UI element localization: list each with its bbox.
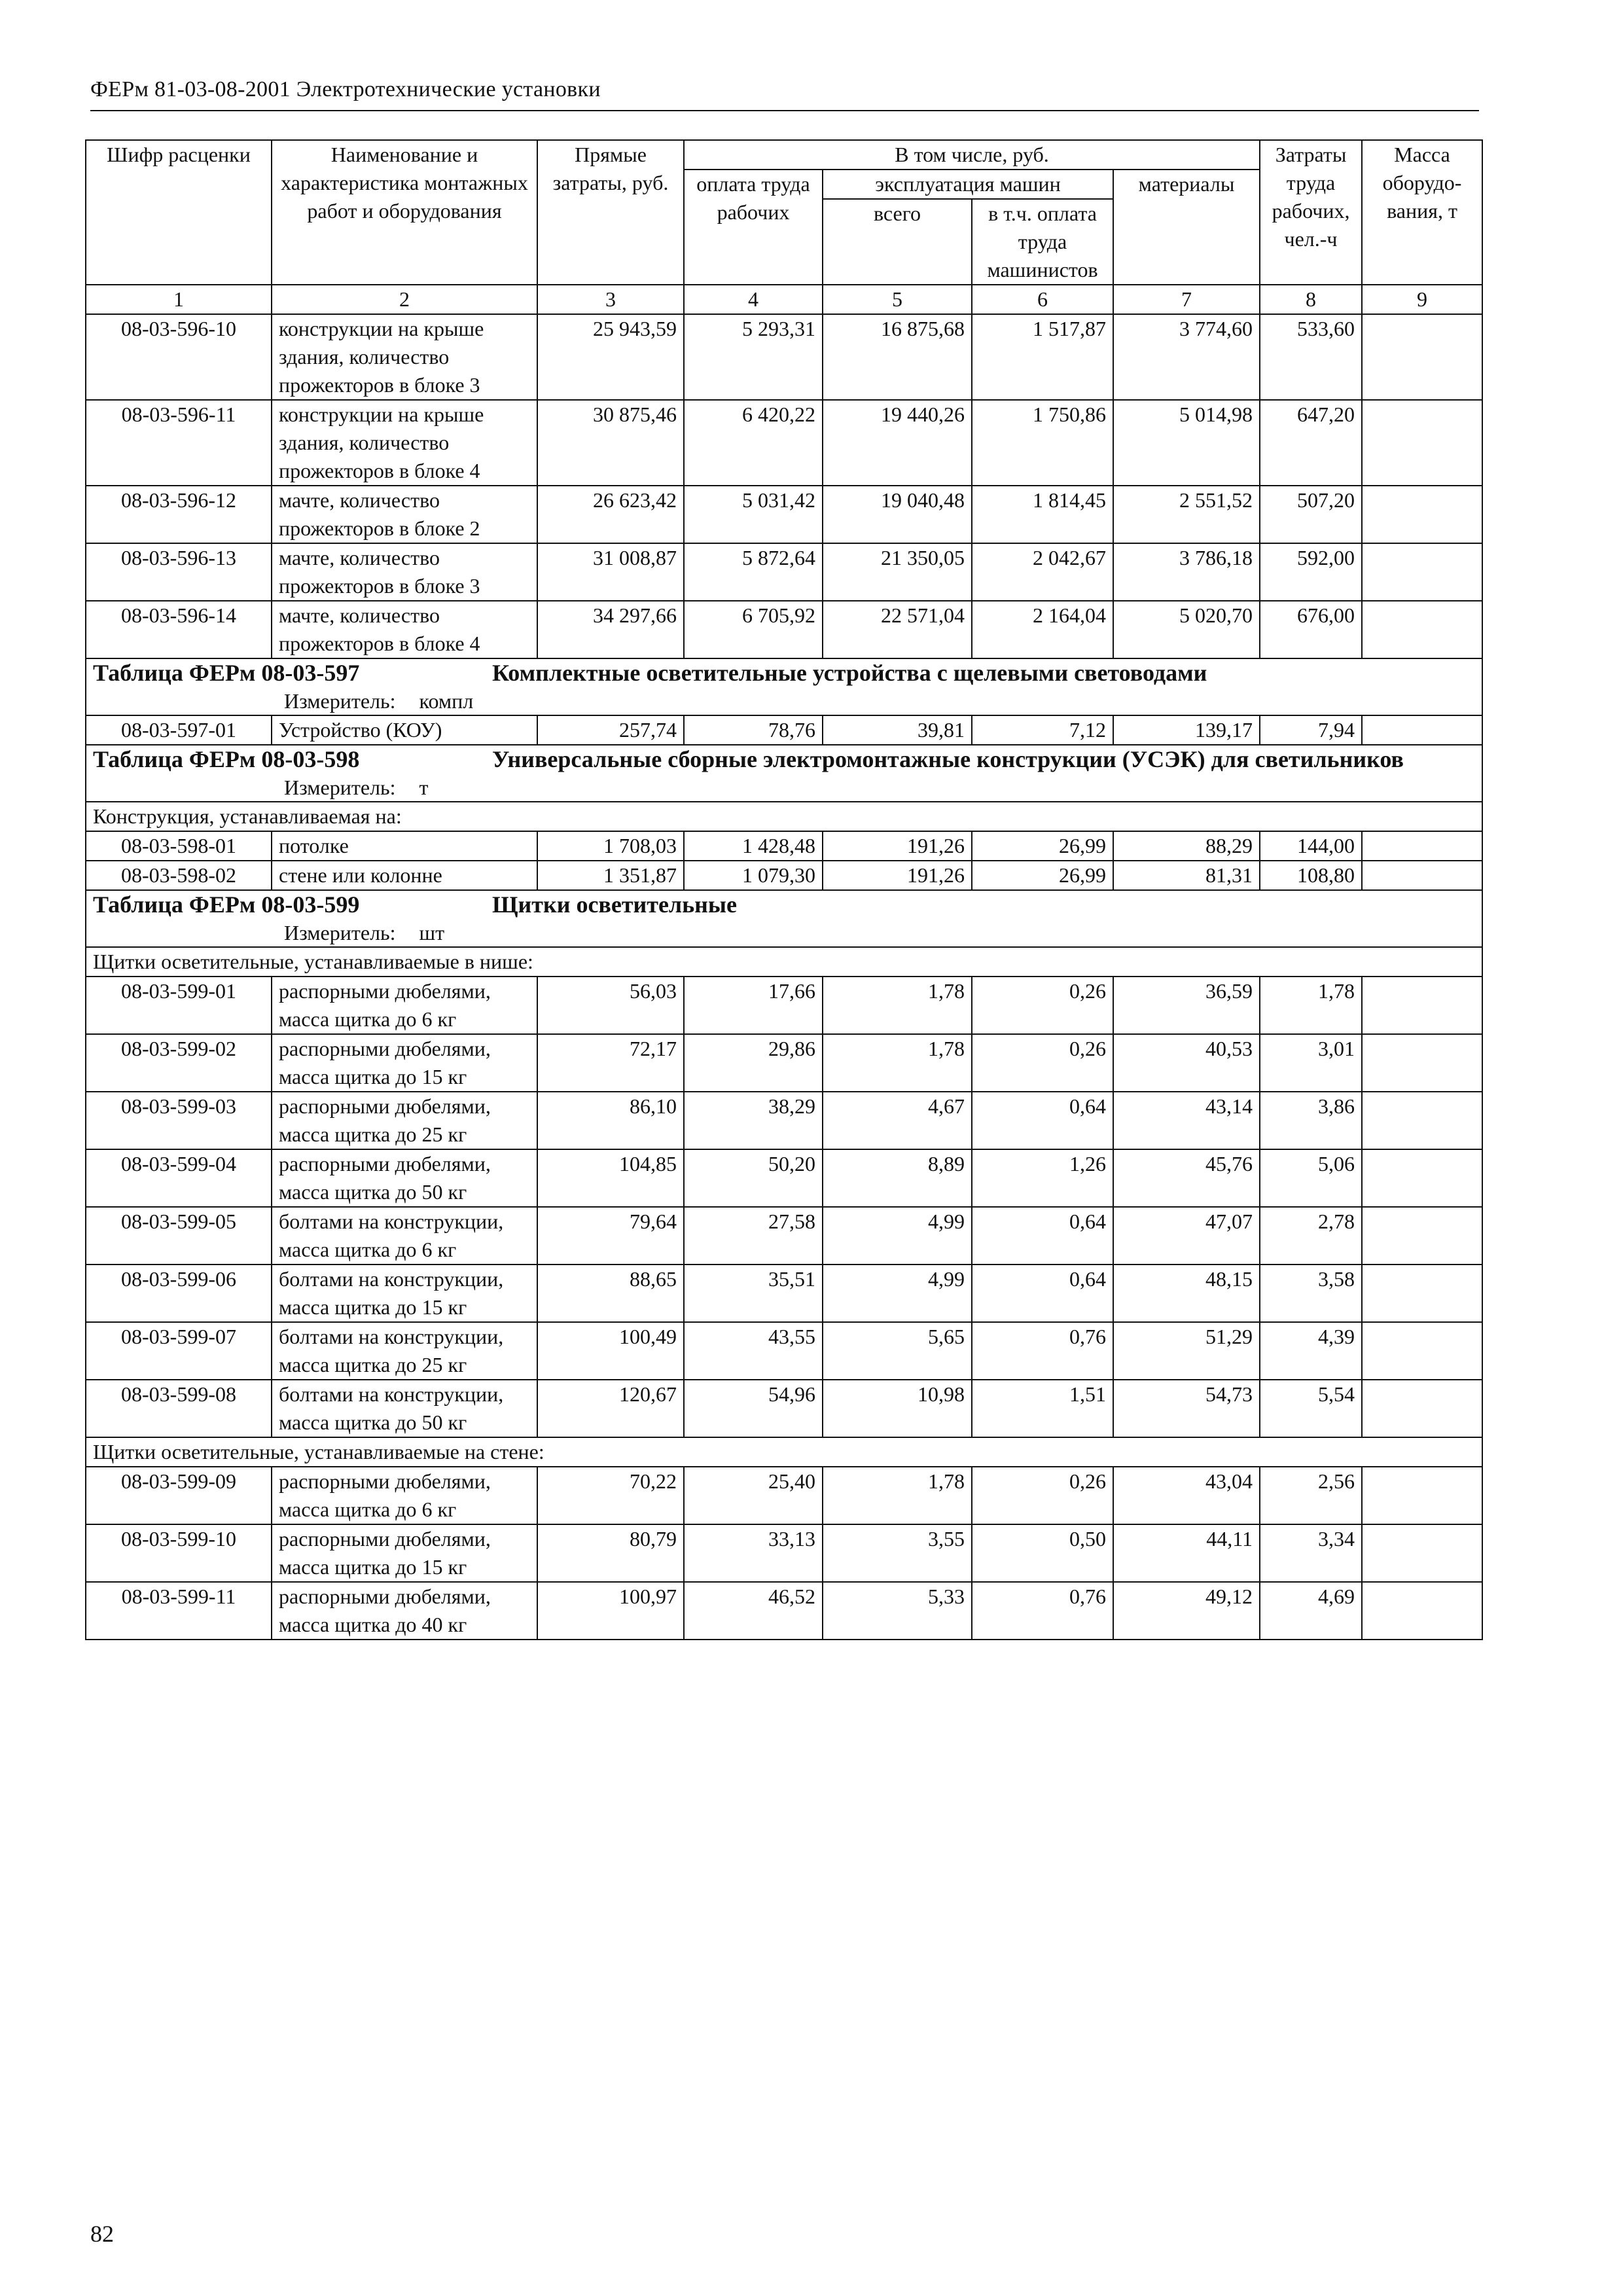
measure-label: Измеритель: bbox=[284, 921, 396, 944]
cell-code: 08-03-599-11 bbox=[86, 1582, 272, 1640]
cell-mass bbox=[1362, 1467, 1482, 1524]
cell-mass bbox=[1362, 314, 1482, 400]
cell-direct: 56,03 bbox=[537, 977, 684, 1034]
cell-name: Устройство (КОУ) bbox=[272, 715, 537, 745]
cell-name: потолке bbox=[272, 831, 537, 861]
cell-name: мачте, количество прожекторов в блоке 3 bbox=[272, 543, 537, 601]
cell-name: болтами на конструкции, масса щитка до 50 кг bbox=[272, 1380, 537, 1437]
cell-m-total: 22 571,04 bbox=[823, 601, 972, 658]
col-header-labor: Затраты труда рабочих, чел.-ч bbox=[1260, 140, 1362, 285]
cell-m-wage: 2 042,67 bbox=[972, 543, 1113, 601]
cell-m-total: 4,67 bbox=[823, 1092, 972, 1149]
cell-name: распорными дюбелями, масса щитка до 15 кг bbox=[272, 1034, 537, 1092]
table-row bbox=[86, 486, 1482, 543]
cell-wage: 43,55 bbox=[684, 1322, 823, 1380]
cell-mass bbox=[1362, 543, 1482, 601]
cell-name: распорными дюбелями, масса щитка до 25 кг bbox=[272, 1092, 537, 1149]
cell-mass bbox=[1362, 400, 1482, 486]
cell-m-wage: 0,76 bbox=[972, 1582, 1113, 1640]
cell-m-total: 19 040,48 bbox=[823, 486, 972, 543]
cell-m-wage: 0,64 bbox=[972, 1092, 1113, 1149]
cell-direct: 257,74 bbox=[537, 715, 684, 745]
cell-materials: 44,11 bbox=[1113, 1524, 1260, 1582]
cell-wage: 50,20 bbox=[684, 1149, 823, 1207]
cell-name: распорными дюбелями, масса щитка до 6 кг bbox=[272, 977, 537, 1034]
cell-code: 08-03-598-01 bbox=[86, 831, 272, 861]
cell-materials: 5 014,98 bbox=[1113, 400, 1260, 486]
cell-direct: 30 875,46 bbox=[537, 400, 684, 486]
cell-direct: 80,79 bbox=[537, 1524, 684, 1582]
col-header-wage: оплата труда рабочих bbox=[684, 170, 823, 285]
table-row bbox=[86, 1265, 1482, 1322]
cell-mass bbox=[1362, 1524, 1482, 1582]
cell-wage: 54,96 bbox=[684, 1380, 823, 1437]
cell-code: 08-03-599-09 bbox=[86, 1467, 272, 1524]
cell-direct: 100,49 bbox=[537, 1322, 684, 1380]
cell-wage: 78,76 bbox=[684, 715, 823, 745]
measure-line bbox=[93, 774, 1475, 801]
cell-direct: 72,17 bbox=[537, 1034, 684, 1092]
cell-direct: 1 708,03 bbox=[537, 831, 684, 861]
cell-m-total: 5,33 bbox=[823, 1582, 972, 1640]
cell-labor: 592,00 bbox=[1260, 543, 1362, 601]
cell-labor: 676,00 bbox=[1260, 601, 1362, 658]
table-row bbox=[86, 1207, 1482, 1265]
subheading: Щитки осветительные, устанавливаемые на стене: bbox=[86, 1437, 1482, 1467]
cell-code: 08-03-599-02 bbox=[86, 1034, 272, 1092]
cell-code: 08-03-596-14 bbox=[86, 601, 272, 658]
section-title: Щитки осветительные bbox=[492, 891, 737, 918]
cell-materials: 49,12 bbox=[1113, 1582, 1260, 1640]
cell-mass bbox=[1362, 977, 1482, 1034]
cell-name: мачте, количество прожекторов в блоке 2 bbox=[272, 486, 537, 543]
cell-m-total: 10,98 bbox=[823, 1380, 972, 1437]
cell-labor: 3,34 bbox=[1260, 1524, 1362, 1582]
cell-m-total: 5,65 bbox=[823, 1322, 972, 1380]
page-header: ФЕРм 81-03-08-2001 Электротехнические установки bbox=[90, 77, 601, 101]
cell-m-wage: 0,64 bbox=[972, 1207, 1113, 1265]
cell-code: 08-03-599-04 bbox=[86, 1149, 272, 1207]
col-header-code: Шифр расценки bbox=[86, 140, 272, 285]
cell-direct: 70,22 bbox=[537, 1467, 684, 1524]
column-index-cell: 8 bbox=[1260, 285, 1362, 314]
subheading: Щитки осветительные, устанавливаемые в нише: bbox=[86, 947, 1482, 977]
cell-labor: 1,78 bbox=[1260, 977, 1362, 1034]
cell-name: распорными дюбелями, масса щитка до 6 кг bbox=[272, 1467, 537, 1524]
cell-direct: 104,85 bbox=[537, 1149, 684, 1207]
cell-m-total: 19 440,26 bbox=[823, 400, 972, 486]
measure-line bbox=[93, 687, 1475, 715]
cell-labor: 5,54 bbox=[1260, 1380, 1362, 1437]
cell-labor: 3,01 bbox=[1260, 1034, 1362, 1092]
cell-code: 08-03-596-11 bbox=[86, 400, 272, 486]
cell-labor: 533,60 bbox=[1260, 314, 1362, 400]
cell-materials: 40,53 bbox=[1113, 1034, 1260, 1092]
cell-labor: 108,80 bbox=[1260, 861, 1362, 890]
cell-m-wage: 1 517,87 bbox=[972, 314, 1113, 400]
cell-m-wage: 0,64 bbox=[972, 1265, 1113, 1322]
cell-m-total: 3,55 bbox=[823, 1524, 972, 1582]
cell-materials: 43,14 bbox=[1113, 1092, 1260, 1149]
table-row bbox=[86, 831, 1482, 861]
page-number: 82 bbox=[90, 2221, 114, 2247]
cell-code: 08-03-599-01 bbox=[86, 977, 272, 1034]
cell-mass bbox=[1362, 1582, 1482, 1640]
cell-m-wage: 0,26 bbox=[972, 977, 1113, 1034]
col-header-mass: Масса оборудо-вания, т bbox=[1362, 140, 1482, 285]
table-section-title-row bbox=[86, 745, 1482, 802]
price-table bbox=[85, 139, 1483, 1640]
cell-wage: 5 031,42 bbox=[684, 486, 823, 543]
cell-m-total: 8,89 bbox=[823, 1149, 972, 1207]
col-header-name: Наименование и характеристика монтажных работ и оборудования bbox=[272, 140, 537, 285]
cell-direct: 120,67 bbox=[537, 1380, 684, 1437]
table-row bbox=[86, 1380, 1482, 1437]
cell-labor: 7,94 bbox=[1260, 715, 1362, 745]
cell-mass bbox=[1362, 715, 1482, 745]
cell-direct: 79,64 bbox=[537, 1207, 684, 1265]
cell-m-total: 191,26 bbox=[823, 861, 972, 890]
cell-name: мачте, количество прожекторов в блоке 4 bbox=[272, 601, 537, 658]
column-index-cell: 3 bbox=[537, 285, 684, 314]
cell-wage: 6 420,22 bbox=[684, 400, 823, 486]
column-index-cell: 4 bbox=[684, 285, 823, 314]
cell-labor: 4,39 bbox=[1260, 1322, 1362, 1380]
header-rule bbox=[90, 110, 1479, 111]
cell-wage: 29,86 bbox=[684, 1034, 823, 1092]
cell-m-total: 191,26 bbox=[823, 831, 972, 861]
section-title: Комплектные осветительные устройства с щелевыми световодами bbox=[492, 660, 1207, 686]
cell-mass bbox=[1362, 861, 1482, 890]
cell-name: распорными дюбелями, масса щитка до 40 кг bbox=[272, 1582, 537, 1640]
cell-m-total: 1,78 bbox=[823, 977, 972, 1034]
cell-wage: 46,52 bbox=[684, 1582, 823, 1640]
cell-mass bbox=[1362, 1034, 1482, 1092]
cell-labor: 507,20 bbox=[1260, 486, 1362, 543]
cell-labor: 5,06 bbox=[1260, 1149, 1362, 1207]
cell-code: 08-03-596-13 bbox=[86, 543, 272, 601]
col-header-machines: эксплуатация машин bbox=[823, 170, 1113, 199]
cell-m-wage: 1 750,86 bbox=[972, 400, 1113, 486]
cell-m-wage: 26,99 bbox=[972, 831, 1113, 861]
cell-mass bbox=[1362, 831, 1482, 861]
cell-materials: 3 786,18 bbox=[1113, 543, 1260, 601]
cell-m-total: 1,78 bbox=[823, 1467, 972, 1524]
cell-m-wage: 26,99 bbox=[972, 861, 1113, 890]
cell-code: 08-03-599-07 bbox=[86, 1322, 272, 1380]
cell-materials: 47,07 bbox=[1113, 1207, 1260, 1265]
cell-wage: 5 293,31 bbox=[684, 314, 823, 400]
cell-m-wage: 7,12 bbox=[972, 715, 1113, 745]
col-header-machines-wage: в т.ч. оплата труда машинистов bbox=[972, 199, 1113, 285]
table-row bbox=[86, 1322, 1482, 1380]
cell-materials: 51,29 bbox=[1113, 1322, 1260, 1380]
table-row bbox=[86, 400, 1482, 486]
table-row bbox=[86, 977, 1482, 1034]
table-row bbox=[86, 1467, 1482, 1524]
cell-code: 08-03-599-10 bbox=[86, 1524, 272, 1582]
measure-unit: компл bbox=[419, 689, 474, 713]
cell-labor: 144,00 bbox=[1260, 831, 1362, 861]
cell-code: 08-03-599-06 bbox=[86, 1265, 272, 1322]
cell-direct: 88,65 bbox=[537, 1265, 684, 1322]
cell-m-wage: 1,26 bbox=[972, 1149, 1113, 1207]
col-header-incl: В том числе, руб. bbox=[684, 140, 1260, 170]
cell-name: распорными дюбелями, масса щитка до 15 кг bbox=[272, 1524, 537, 1582]
cell-wage: 1 428,48 bbox=[684, 831, 823, 861]
cell-name: болтами на конструкции, масса щитка до 25 кг bbox=[272, 1322, 537, 1380]
cell-code: 08-03-598-02 bbox=[86, 861, 272, 890]
table-section-title-row bbox=[86, 890, 1482, 947]
table-row bbox=[86, 1582, 1482, 1640]
cell-name: стене или колонне bbox=[272, 861, 537, 890]
col-header-materials: материалы bbox=[1113, 170, 1260, 285]
cell-materials: 2 551,52 bbox=[1113, 486, 1260, 543]
cell-labor: 2,78 bbox=[1260, 1207, 1362, 1265]
cell-mass bbox=[1362, 1322, 1482, 1380]
cell-code: 08-03-596-10 bbox=[86, 314, 272, 400]
measure-unit: т bbox=[419, 776, 429, 799]
cell-m-wage: 2 164,04 bbox=[972, 601, 1113, 658]
cell-materials: 45,76 bbox=[1113, 1149, 1260, 1207]
table-row bbox=[86, 1092, 1482, 1149]
table-row bbox=[86, 543, 1482, 601]
cell-direct: 25 943,59 bbox=[537, 314, 684, 400]
cell-m-total: 4,99 bbox=[823, 1265, 972, 1322]
cell-code: 08-03-597-01 bbox=[86, 715, 272, 745]
cell-materials: 5 020,70 bbox=[1113, 601, 1260, 658]
table-row bbox=[86, 715, 1482, 745]
cell-code: 08-03-599-08 bbox=[86, 1380, 272, 1437]
cell-materials: 88,29 bbox=[1113, 831, 1260, 861]
measure-label: Измеритель: bbox=[284, 776, 396, 799]
cell-wage: 6 705,92 bbox=[684, 601, 823, 658]
column-index-cell: 2 bbox=[272, 285, 537, 314]
cell-m-total: 39,81 bbox=[823, 715, 972, 745]
cell-mass bbox=[1362, 486, 1482, 543]
col-header-direct: Прямые затраты, руб. bbox=[537, 140, 684, 285]
cell-mass bbox=[1362, 1092, 1482, 1149]
cell-wage: 33,13 bbox=[684, 1524, 823, 1582]
cell-m-wage: 0,26 bbox=[972, 1034, 1113, 1092]
column-index-cell: 7 bbox=[1113, 285, 1260, 314]
table-row bbox=[86, 1524, 1482, 1582]
cell-code: 08-03-599-05 bbox=[86, 1207, 272, 1265]
cell-labor: 3,86 bbox=[1260, 1092, 1362, 1149]
cell-materials: 43,04 bbox=[1113, 1467, 1260, 1524]
subheading-row bbox=[86, 802, 1482, 831]
cell-m-wage: 0,50 bbox=[972, 1524, 1113, 1582]
table-row bbox=[86, 1034, 1482, 1092]
cell-m-total: 16 875,68 bbox=[823, 314, 972, 400]
measure-line bbox=[93, 919, 1475, 946]
section-label: Таблица ФЕРм 08-03-597 bbox=[93, 660, 360, 686]
cell-name: болтами на конструкции, масса щитка до 15 кг bbox=[272, 1265, 537, 1322]
subheading: Конструкция, устанавливаемая на: bbox=[86, 802, 1482, 831]
cell-wage: 5 872,64 bbox=[684, 543, 823, 601]
cell-mass bbox=[1362, 1265, 1482, 1322]
cell-direct: 31 008,87 bbox=[537, 543, 684, 601]
col-header-machines-total: всего bbox=[823, 199, 972, 285]
subheading-row bbox=[86, 947, 1482, 977]
cell-m-total: 21 350,05 bbox=[823, 543, 972, 601]
cell-materials: 48,15 bbox=[1113, 1265, 1260, 1322]
cell-name: болтами на конструкции, масса щитка до 6 кг bbox=[272, 1207, 537, 1265]
cell-code: 08-03-599-03 bbox=[86, 1092, 272, 1149]
column-index-cell: 6 bbox=[972, 285, 1113, 314]
table-row bbox=[86, 314, 1482, 400]
cell-mass bbox=[1362, 1149, 1482, 1207]
cell-code: 08-03-596-12 bbox=[86, 486, 272, 543]
cell-labor: 2,56 bbox=[1260, 1467, 1362, 1524]
section-label: Таблица ФЕРм 08-03-599 bbox=[93, 891, 360, 918]
cell-materials: 3 774,60 bbox=[1113, 314, 1260, 400]
cell-wage: 38,29 bbox=[684, 1092, 823, 1149]
cell-wage: 27,58 bbox=[684, 1207, 823, 1265]
cell-labor: 4,69 bbox=[1260, 1582, 1362, 1640]
measure-label: Измеритель: bbox=[284, 689, 396, 713]
cell-materials: 54,73 bbox=[1113, 1380, 1260, 1437]
cell-wage: 25,40 bbox=[684, 1467, 823, 1524]
table-row bbox=[86, 861, 1482, 890]
section-title: Универсальные сборные электромонтажные конструкции (УСЭК) для светильников bbox=[492, 746, 1404, 772]
cell-m-total: 1,78 bbox=[823, 1034, 972, 1092]
measure-unit: шт bbox=[419, 921, 445, 944]
table-row bbox=[86, 1149, 1482, 1207]
cell-wage: 1 079,30 bbox=[684, 861, 823, 890]
cell-direct: 1 351,87 bbox=[537, 861, 684, 890]
cell-direct: 34 297,66 bbox=[537, 601, 684, 658]
cell-labor: 3,58 bbox=[1260, 1265, 1362, 1322]
column-index-cell: 9 bbox=[1362, 285, 1482, 314]
cell-m-wage: 1,51 bbox=[972, 1380, 1113, 1437]
cell-m-wage: 0,76 bbox=[972, 1322, 1113, 1380]
column-index-cell: 5 bbox=[823, 285, 972, 314]
table-row bbox=[86, 601, 1482, 658]
cell-labor: 647,20 bbox=[1260, 400, 1362, 486]
column-index-row bbox=[86, 285, 1482, 314]
subheading-row bbox=[86, 1437, 1482, 1467]
cell-direct: 26 623,42 bbox=[537, 486, 684, 543]
section-label: Таблица ФЕРм 08-03-598 bbox=[93, 746, 360, 772]
cell-wage: 35,51 bbox=[684, 1265, 823, 1322]
cell-materials: 139,17 bbox=[1113, 715, 1260, 745]
column-index-cell: 1 bbox=[86, 285, 272, 314]
cell-m-wage: 0,26 bbox=[972, 1467, 1113, 1524]
cell-name: распорными дюбелями, масса щитка до 50 кг bbox=[272, 1149, 537, 1207]
cell-wage: 17,66 bbox=[684, 977, 823, 1034]
cell-direct: 100,97 bbox=[537, 1582, 684, 1640]
table-section-title-row bbox=[86, 658, 1482, 715]
cell-mass bbox=[1362, 601, 1482, 658]
cell-mass bbox=[1362, 1207, 1482, 1265]
cell-name: конструкции на крыше здания, количество прожекторов в блоке 4 bbox=[272, 400, 537, 486]
cell-materials: 81,31 bbox=[1113, 861, 1260, 890]
cell-m-total: 4,99 bbox=[823, 1207, 972, 1265]
cell-materials: 36,59 bbox=[1113, 977, 1260, 1034]
cell-name: конструкции на крыше здания, количество прожекторов в блоке 3 bbox=[272, 314, 537, 400]
cell-direct: 86,10 bbox=[537, 1092, 684, 1149]
cell-mass bbox=[1362, 1380, 1482, 1437]
cell-m-wage: 1 814,45 bbox=[972, 486, 1113, 543]
